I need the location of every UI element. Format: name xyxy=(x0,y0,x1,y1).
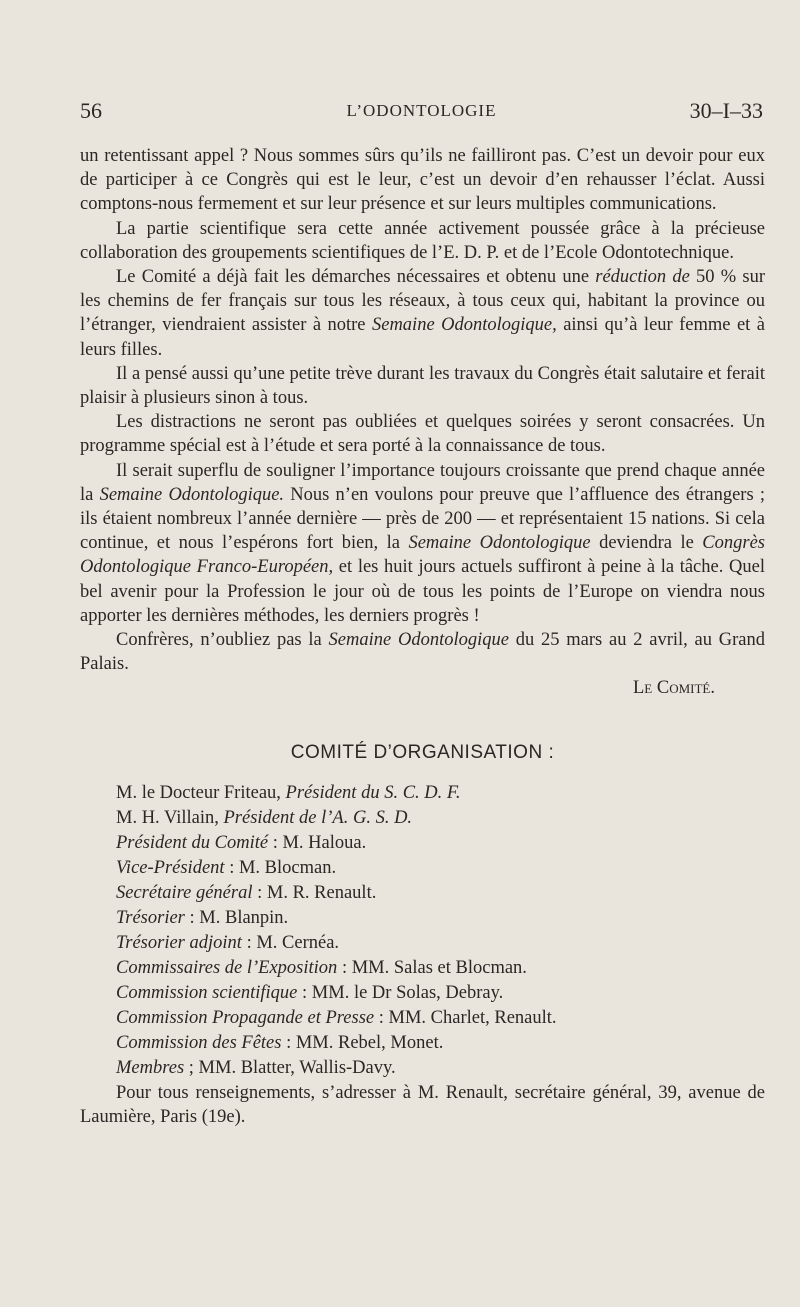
committee-member xyxy=(80,781,765,806)
committee-member xyxy=(80,856,765,881)
committee-member xyxy=(80,931,765,956)
p3-italic-b: réduction de xyxy=(595,267,690,288)
member-role: Commission scientifique xyxy=(116,982,298,1003)
member-role: Président du S. C. D. F. xyxy=(285,782,461,803)
member-names: : MM. le Dr Solas, Debray. xyxy=(297,982,504,1003)
member-role: Commission Propagande et Presse xyxy=(116,1007,375,1028)
member-names: : MM. Salas et Blocman. xyxy=(337,957,527,978)
committee-member xyxy=(80,806,765,831)
signature: Le Comité. xyxy=(633,678,715,699)
committee-member xyxy=(80,1056,765,1081)
member-role: Vice-Président xyxy=(116,857,225,878)
member-names: : MM. Charlet, Renault. xyxy=(374,1007,557,1028)
committee-member xyxy=(80,956,765,981)
p3-text-c: 50 % sur les chemins de fer français sur tous les réseaux, à tous ceux qui, habitant la province ou l’étranger, viendraient assister à notre xyxy=(80,267,765,336)
paragraph-3 xyxy=(80,265,765,362)
p6-text-a: Il serait superflu de souligner l’importance toujours croissante que prend chaque année la xyxy=(80,460,765,505)
p3-text-e: ainsi qu’à leur femme et à leurs filles. xyxy=(80,315,765,360)
p6-text-g: et les huit jours actuels suffiront à peine à la tâche. Quel bel avenir pour la Profession le jour où de tous les points de l’Europe on viendra nous apporter les dernières méthodes, les derniers progrès ! xyxy=(80,557,765,626)
member-names: : M. Haloua. xyxy=(268,832,367,853)
running-head xyxy=(80,98,763,128)
committee-list xyxy=(80,781,765,1081)
member-role: Commission des Fêtes xyxy=(116,1032,282,1053)
committee-member xyxy=(80,906,765,931)
paragraph-2: La partie scientifique sera cette année activement poussée grâce à la précieuse collaboration des groupements scientifiques de l’E. D. P. et de l’Ecole Odontotechnique. xyxy=(80,218,765,263)
p3-text-a: Le Comité a déjà fait les démarches nécessaires et obtenu une xyxy=(116,267,596,288)
member-prefix: M. le Docteur Friteau, xyxy=(116,782,286,803)
member-role: Trésorier adjoint xyxy=(116,932,242,953)
committee-member xyxy=(80,1031,765,1056)
p6-italic-b: Semaine Odontologique. xyxy=(99,484,285,505)
member-names: : M. Cernéa. xyxy=(241,932,340,953)
member-names: : M. Blanpin. xyxy=(184,907,289,928)
paragraph-5: Les distractions ne seront pas oubliées et quelques soirées y seront consacrées. Un programme spécial est à l’étude et sera porté à la connaissance de tous. xyxy=(80,412,765,457)
member-role: Membres xyxy=(116,1057,185,1078)
p7-text-c: du 25 mars au 2 avril, au Grand Palais. xyxy=(80,630,765,675)
member-role: Président du Comité xyxy=(116,832,269,853)
p7-italic-b: Semaine Odontologique xyxy=(328,630,509,651)
member-role: Trésorier xyxy=(116,907,185,928)
committee-member xyxy=(80,881,765,906)
member-names: : MM. Rebel, Monet. xyxy=(281,1032,444,1053)
member-role: Secrétaire général xyxy=(116,882,253,903)
member-role: Commissaires de l’Exposition xyxy=(116,957,338,978)
paragraph-6 xyxy=(80,459,765,628)
p6-italic-f: Congrès Odontologique Franco-Européen, xyxy=(80,533,765,578)
closing-paragraph: Pour tous renseignements, s’adresser à M. Renault, secrétaire général, 39, avenue de Laumière, Paris (19e). xyxy=(80,1082,765,1128)
p6-text-c: Nous n’en voulons pour preuve que l’affluence des étrangers ; ils étaient nombreux l’année dernière — près de 200 — et représentaient 15 nations. Si cela continue, et nous l’espérons fort bien, la xyxy=(80,484,765,554)
page-number: 56 xyxy=(80,98,102,123)
member-names: : M. Blocman. xyxy=(224,857,337,878)
committee-member xyxy=(80,831,765,856)
member-names: : M. R. Renault. xyxy=(252,882,377,903)
paragraph-4: Il a pensé aussi qu’une petite trève durant les travaux du Congrès était salutaire et ferait plaisir à plusieurs sinon à tous. xyxy=(80,363,765,409)
paragraph-1: un retentissant appel ? Nous sommes sûrs qu’ils ne failliront pas. C’est un devoir pour eux de participer à ce Congrès qui est le leur, c’est un devoir d’en rehausser l’éclat. Aussi comptons-nous fermement et sur leur présence et sur leurs multiples communications. xyxy=(80,146,765,215)
p3-italic-d: Semaine Odontologique, xyxy=(371,315,557,336)
p6-italic-d: Semaine Odontologique xyxy=(408,533,591,554)
member-prefix: M. H. Villain, xyxy=(116,807,224,828)
article-body xyxy=(80,144,765,1129)
paragraph-7 xyxy=(80,628,765,676)
issue-date: 30–I–33 xyxy=(689,98,763,123)
p6-text-e: deviendra le xyxy=(590,533,703,554)
committee-title: COMITÉ D’ORGANISATION : xyxy=(290,741,555,763)
committee-member xyxy=(80,981,765,1006)
member-role: Président de l’A. G. S. D. xyxy=(223,807,413,828)
committee-member xyxy=(80,1006,765,1031)
journal-title: L’ODONTOLOGIE xyxy=(346,101,497,120)
member-names: ; MM. Blatter, Wallis-Davy. xyxy=(184,1057,396,1078)
p7-text-a: Confrères, n’oubliez pas la xyxy=(116,630,329,651)
